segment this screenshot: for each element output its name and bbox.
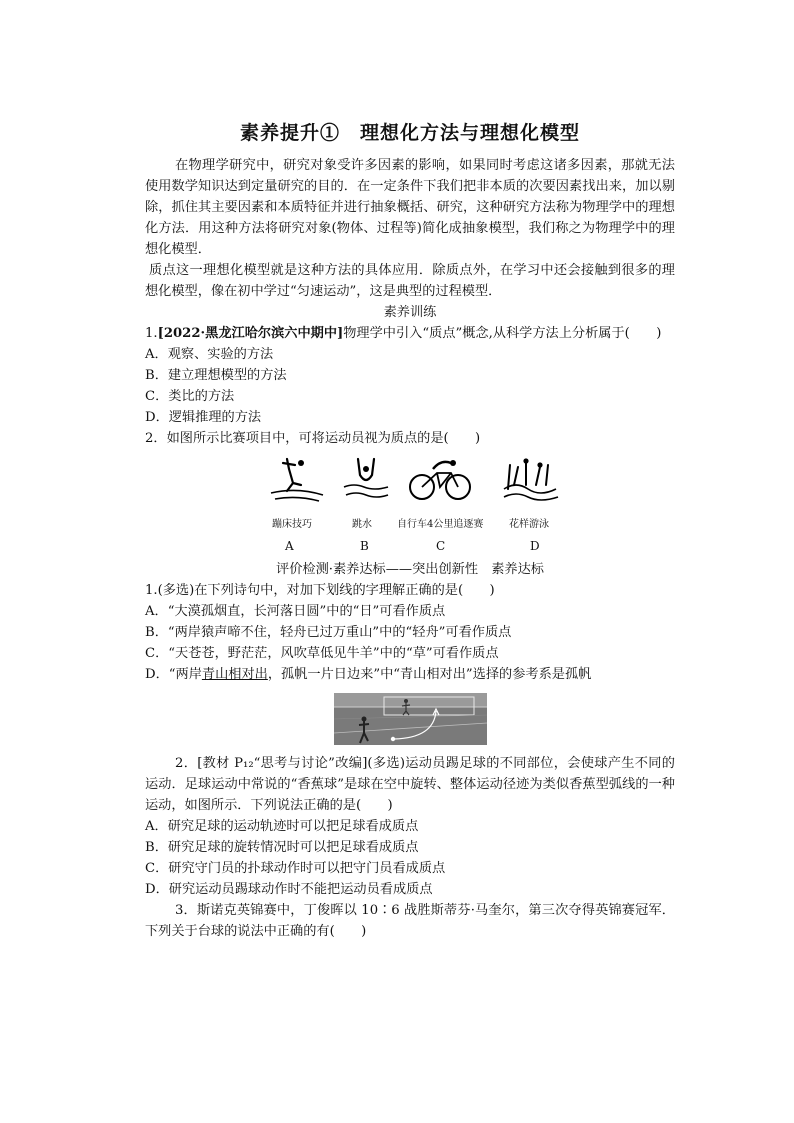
trampoline-figure-icon <box>267 455 327 505</box>
eval-q1-option-b: B．“两岸猿声啼不住，轻舟已过万重山”中的“轻舟”可看作质点 <box>145 625 512 640</box>
eval-q1-option-c: C．“天苍苍，野茫茫，风吹草低见牛羊”中的“草”可看作质点 <box>145 646 499 661</box>
q1-text: 物理学中引入“质点”概念,从科学方法上分析属于( ) <box>343 326 662 341</box>
eval-q2-option-c: C．研究守门员的扑球动作时可以把守门员看成质点 <box>145 861 446 876</box>
training-q1-option-d: D．逻辑推理的方法 <box>145 410 262 425</box>
synchronized-swimming-figure-icon <box>500 455 562 505</box>
caption-synchronized-swimming: 花样游泳 <box>509 519 549 530</box>
section-heading-training: 素养训练 <box>383 305 437 320</box>
training-q1-option-a: A．观察、实验的方法 <box>145 347 274 362</box>
caption-trampoline: 蹦床技巧 <box>272 519 312 530</box>
caption-diving: 跳水 <box>352 519 372 530</box>
section-heading-evaluation: 评价检测·素养达标——突出创新性 素养达标 <box>276 562 544 577</box>
eval-q1-option-a: A．“大漠孤烟直，长河落日圆”中的“日”可看作质点 <box>145 604 446 619</box>
eval-q1-option-d-post: ，孤帆一片日边来”中“青山相对出”选择的参考系是孤帆 <box>267 667 592 682</box>
intro-paragraph-2: 质点这一理想化模型就是这种方法的具体应用．除质点外，在学习中还会接触到很多的理想化模型，像在初中学过“匀速运动”，这是典型的过程模型． <box>145 263 675 299</box>
sports-figure <box>145 449 675 561</box>
letter-d: D <box>530 539 540 553</box>
letter-a: A <box>285 539 294 553</box>
cycling-figure-icon <box>407 455 473 505</box>
q1-number: 1. <box>145 326 158 341</box>
letter-c: C <box>436 539 446 553</box>
training-q2-stem: 2．如图所示比赛项目中，可将运动员视为质点的是( ) <box>145 431 481 446</box>
eval-q2-option-d: D．研究运动员踢球动作时不能把运动员看成质点 <box>145 882 433 897</box>
training-q1-stem <box>145 323 675 344</box>
training-q1-option-b: B．建立理想模型的方法 <box>145 368 287 383</box>
eval-q1-stem: 1.(多选)在下列诗句中，对加下划线的字理解正确的是( ) <box>145 583 495 598</box>
eval-q1-option-d-underlined: 青山相对出 <box>201 667 268 682</box>
eval-q3-stem: 3．斯诺克英锦赛中，丁俊晖以 10∶6 战胜斯蒂芬·马奎尔，第三次夺得英锦赛冠军．下列关于台球的说法中正确的有( ) <box>145 903 675 939</box>
q1-source: [2022·黑龙江哈尔滨六中期中] <box>157 326 344 341</box>
eval-q2-option-b: B．研究足球的旋转情况时可以把足球看成质点 <box>145 840 419 855</box>
eval-q1-option-d-pre: D．“两岸 <box>145 667 202 682</box>
banana-kick-photo <box>334 693 487 745</box>
eval-q1-option-d <box>145 664 675 685</box>
eval-q2-option-a: A．研究足球的运动轨迹时可以把足球看成质点 <box>145 819 419 834</box>
letter-b: B <box>360 539 369 553</box>
caption-cycling: 自行车4公里追逐赛 <box>397 519 484 530</box>
eval-q2-stem: 2．[教材 P₁₂“思考与讨论”改编](多选)运动员踢足球的不同部位，会使球产生不同的运动．足球运动中常说的“香蕉球”是球在空中旋转、整体运动径迹为类似香蕉型弧线的一种运动，如图所示．下列说法正确的是( ) <box>145 756 675 813</box>
diving-figure-icon <box>340 455 392 505</box>
training-q1-option-c: C．类比的方法 <box>145 389 235 404</box>
page-title: 素养提升① 理想化方法与理想化模型 <box>239 122 580 144</box>
intro-paragraph-1: 在物理学研究中，研究对象受许多因素的影响，如果同时考虑这诸多因素，那就无法使用数学知识达到定量研究的目的．在一定条件下我们把非本质的次要因素找出来，加以剔除，抓住其主要因素和本质特征并进行抽象概括、研究，这种研究方法称为物理学中的理想化方法．用这种方法将研究对象(物体、过程等)简化成抽象模型，我们称之为物理学中的理想化模型． <box>145 158 675 257</box>
document-page <box>145 118 675 942</box>
